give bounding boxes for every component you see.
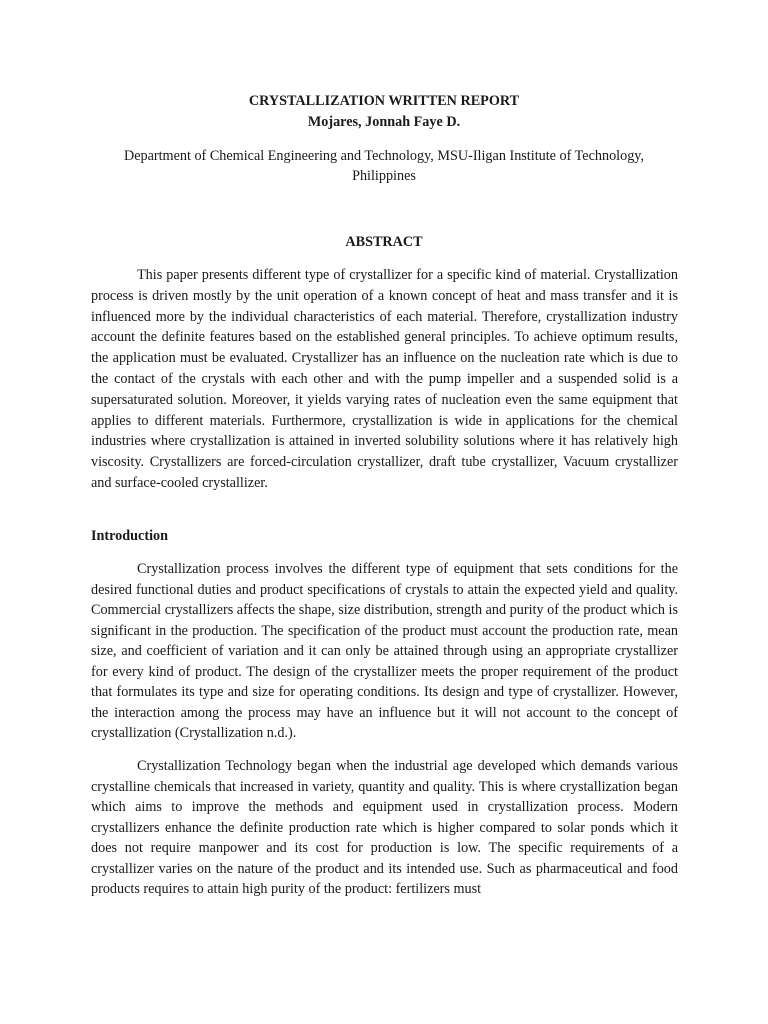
introduction-paragraph-2: Crystallization Technology began when the industrial age developed which demands various crystalline chemicals that increased in variety, quantity and quality. This is where crystallization began which aims to improve the methods and equipment used in crystallization process. Modern crystallizers enhance the definite production rate which is higher compared to solar ponds which it does not require manpower and its cost for production is low. The specific requirements of a crystallizer varies on the nature of the product and its intended use. Such as pharmaceutical and food products requires to attain high purity of the product: fertilizers must [91,758,678,897]
author-name: Mojares, Jonnah Faye D. [307,114,461,130]
affiliation-line-1: Department of Chemical Engineering and Technology, MSU-Iligan Institute of Technology, [123,148,645,164]
introduction-heading: Introduction [91,528,168,544]
affiliation-line-2: Philippines [352,168,416,184]
abstract-paragraph: This paper presents different type of crystallizer for a specific kind of material. Crystallization process is driven mostly by the unit operation of a known concept of heat and mass transfer and it is influenced more by the individual characteristics of each material. Therefore, crystallization industry account the definite features based on the established general principles. To achieve optimum results, the application must be evaluated. Crystallizer has an influence on the nucleation rate which is due to the contact of the crystals with each other and with the pump impeller and a suspended solid is a supersaturated solution. Moreover, it yields varying rates of nucleation even the same equipment that applies to different materials. Furthermore, crystallization is wide in applications for the chemical industries where crystallization is attained in inverted solubility solutions where it has relatively high viscosity. Crystallizers are forced-circulation crystallizer, draft tube crystallizer, Vacuum crystallizer and surface-cooled crystallizer. [91,267,678,491]
document-title: CRYSTALLIZATION WRITTEN REPORT [248,93,520,109]
abstract-heading: ABSTRACT [345,234,423,250]
introduction-paragraph-1: Crystallization process involves the different type of equipment that sets conditions for the desired functional duties and product specifications of crystals to attain the expected yield and quality. Commercial crystallizers affects the shape, size distribution, strength and purity of the product which is significant in the production. The specification of the product must account the production rate, mean size, and coefficient of variation and it can only be attained through using an appropriate crystallizer for every kind of product. The design of the crystallizer meets the proper requirement of the product that formulates its type and size for operating conditions. Its design and type of crystallizer. However, the interaction among the process may have an influence but it will not account to the concept of crystallization (Crystallization n.d.). [91,561,678,741]
